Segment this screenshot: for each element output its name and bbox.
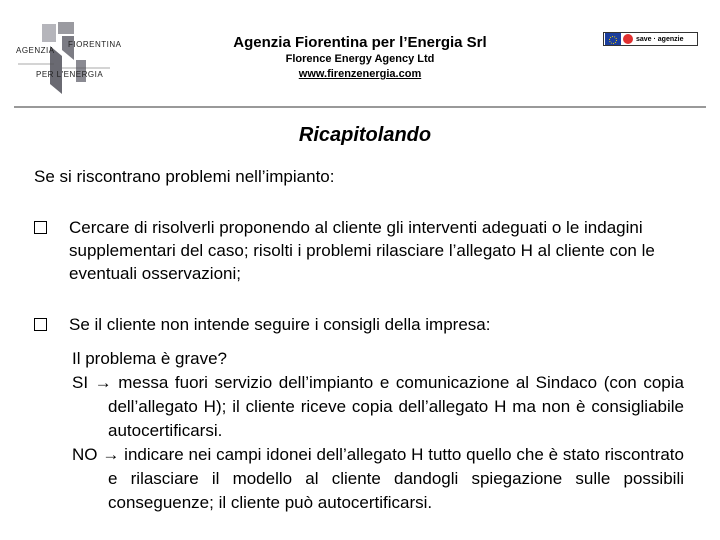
- checkbox-bullet-icon: [34, 221, 47, 234]
- save-agenzie-logo: [603, 32, 698, 46]
- org-website: www.firenzenergia.com: [298, 68, 422, 80]
- answer-no-text: NO → indicare nei campi idonei dell’allegato H tutto quello che è stato riscontrato e rilasciare il modello al cliente dandogli spiegazione sulle possibili conseguenze; il cliente può autocertificarsi.: [72, 445, 684, 512]
- agency-logo: [14, 20, 124, 98]
- eu-flag-icon: [605, 33, 621, 45]
- logo-text-agenzia: AGENZIA: [16, 46, 55, 55]
- answer-yes-text: SI → messa fuori servizio dell’impianto e comunicazione al Sindaco (con copia dell’allegato H); il cliente riceve copia dell’allegato H ma non è consigliabile autocertificarsi.: [72, 373, 684, 440]
- agency-logo-graphic: [14, 20, 124, 98]
- org-name-english: Florence Energy Agency Ltd: [285, 53, 435, 65]
- bullet-item-1: [34, 216, 684, 285]
- bullet-item-2: [34, 313, 684, 336]
- header-divider: [14, 106, 706, 108]
- answer-yes: [72, 371, 684, 443]
- save-logo-icon: [623, 34, 633, 44]
- logo-text-fiorentina: FIORENTINA: [68, 40, 122, 49]
- question-text: Il problema è grave?: [72, 349, 227, 368]
- logo-text-energia: PER L'ENERGIA: [36, 70, 104, 79]
- checkbox-bullet-icon: [34, 318, 47, 331]
- slide-title: Ricapitolando: [298, 124, 432, 146]
- bullet-text-2: Se il cliente non intende seguire i consigli della impresa:: [69, 315, 491, 334]
- intro-text: Se si riscontrano problemi nell’impianto:: [34, 167, 335, 186]
- bullet-text-1: Cercare di risolverli proponendo al cliente gli interventi adeguati o le indagini supplementari del caso; risolti i problemi rilasciare l’allegato H al cliente con le eventuali osservazioni;: [69, 218, 655, 283]
- org-name-italian: Agenzia Fiorentina per l’Energia Srl: [233, 34, 487, 51]
- organization-header: [160, 34, 560, 81]
- save-logo-text: save · agenzie: [636, 35, 684, 43]
- answer-no: [72, 443, 684, 515]
